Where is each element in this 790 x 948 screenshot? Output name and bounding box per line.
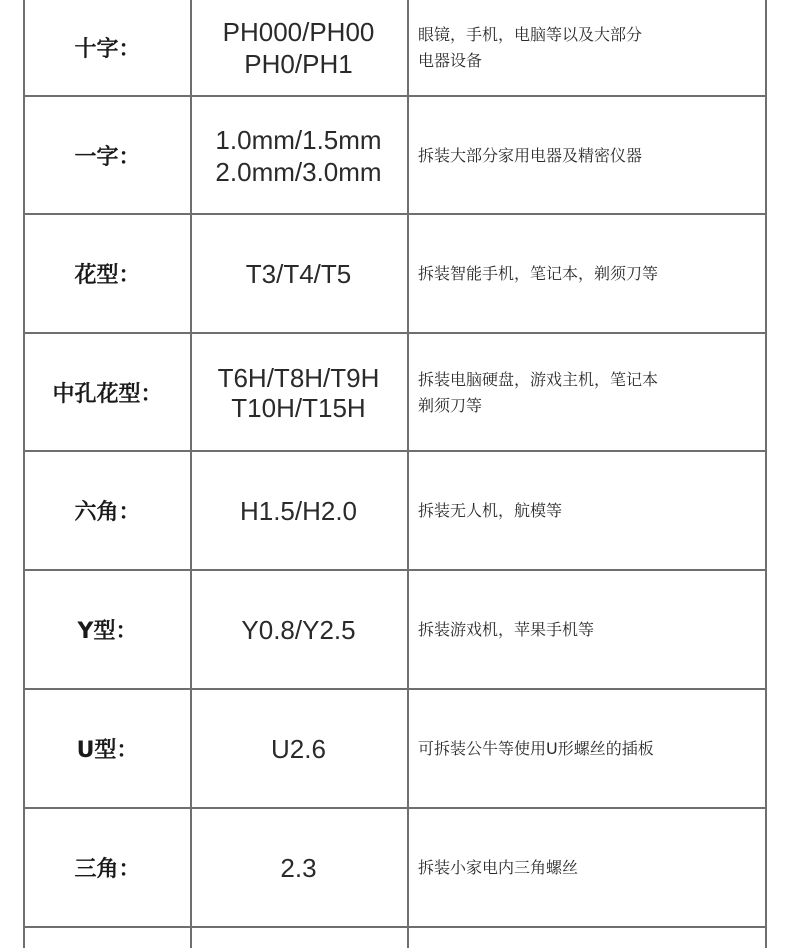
bit-usage-line: 拆装大部分家用电器及精密仪器 [418, 145, 643, 165]
bit-usage-line: 拆装小家电内三角螺丝 [418, 857, 579, 877]
table-row [25, 571, 765, 688]
table-row [25, 452, 765, 569]
table-row [25, 334, 765, 451]
bit-type-label: 十字： [74, 37, 141, 62]
bit-type-label: 中孔花型： [52, 382, 163, 407]
bit-spec-line: Y0.8/Y2.5 [241, 614, 356, 645]
bit-spec-cell [190, 852, 407, 884]
bit-spec-cell [190, 124, 407, 188]
bit-usage-cell [407, 498, 765, 524]
bit-spec-line: T10H/T15H [231, 392, 366, 423]
bit-usage-line: 剃须刀等 [418, 395, 483, 415]
bit-usage-line: 拆装游戏机，苹果手机等 [418, 619, 595, 639]
bit-spec-line: H1.5/H2.0 [239, 495, 358, 526]
bit-spec-cell [190, 614, 407, 646]
table-row [25, 215, 765, 332]
bit-spec-cell [190, 733, 407, 765]
table-border-right [765, 0, 767, 948]
bit-spec-line: 1.0mm/1.5mm [215, 124, 382, 155]
bit-usage-cell [407, 367, 765, 419]
bit-usage-line: 电器设备 [418, 50, 483, 70]
table-row [25, 97, 765, 214]
bit-spec-line: T6H/T8H/T9H [217, 362, 380, 393]
bit-type-label: 六角： [74, 500, 141, 525]
bit-spec-cell [190, 495, 407, 527]
bit-spec-cell [190, 0, 407, 80]
bit-usage-cell [407, 261, 765, 287]
bit-spec-cell [190, 258, 407, 290]
row-divider [23, 926, 767, 928]
bit-spec-line: PH0/PH1 [244, 48, 353, 79]
bit-usage-line: 拆装电脑硬盘，游戏主机，笔记本 [418, 369, 659, 389]
bit-spec-line: 2.0mm/3.0mm [215, 156, 382, 187]
bit-spec-line: U2.6 [271, 733, 326, 764]
bit-type-label: 一字： [74, 145, 141, 170]
bit-type-label: 三角： [74, 857, 141, 882]
bit-usage-line: 可拆装公牛等使用U形螺丝的插板 [418, 738, 654, 758]
bit-usage-cell [407, 855, 765, 881]
bit-usage-cell [407, 736, 765, 762]
bit-spec-line: PH000/PH00 [222, 16, 375, 47]
bit-spec-line: 2.3 [280, 852, 317, 883]
bit-usage-cell [407, 617, 765, 643]
bit-usage-line: 拆装无人机，航模等 [418, 500, 563, 520]
table-row [25, 809, 765, 926]
bit-type-label: 花型： [74, 263, 141, 288]
bit-usage-cell [407, 0, 765, 74]
bit-usage-line: 拆装智能手机，笔记本，剃须刀等 [418, 263, 659, 283]
bit-usage-cell [407, 143, 765, 169]
bit-type-label: U型： [76, 738, 139, 763]
bit-type-label: Y型： [77, 619, 138, 644]
table-row [25, 0, 765, 95]
table-row [25, 690, 765, 807]
bit-spec-cell [190, 363, 407, 423]
bit-spec-line: T3/T4/T5 [245, 258, 352, 289]
bit-usage-line: 眼镜，手机，电脑等以及大部分 [418, 24, 643, 44]
